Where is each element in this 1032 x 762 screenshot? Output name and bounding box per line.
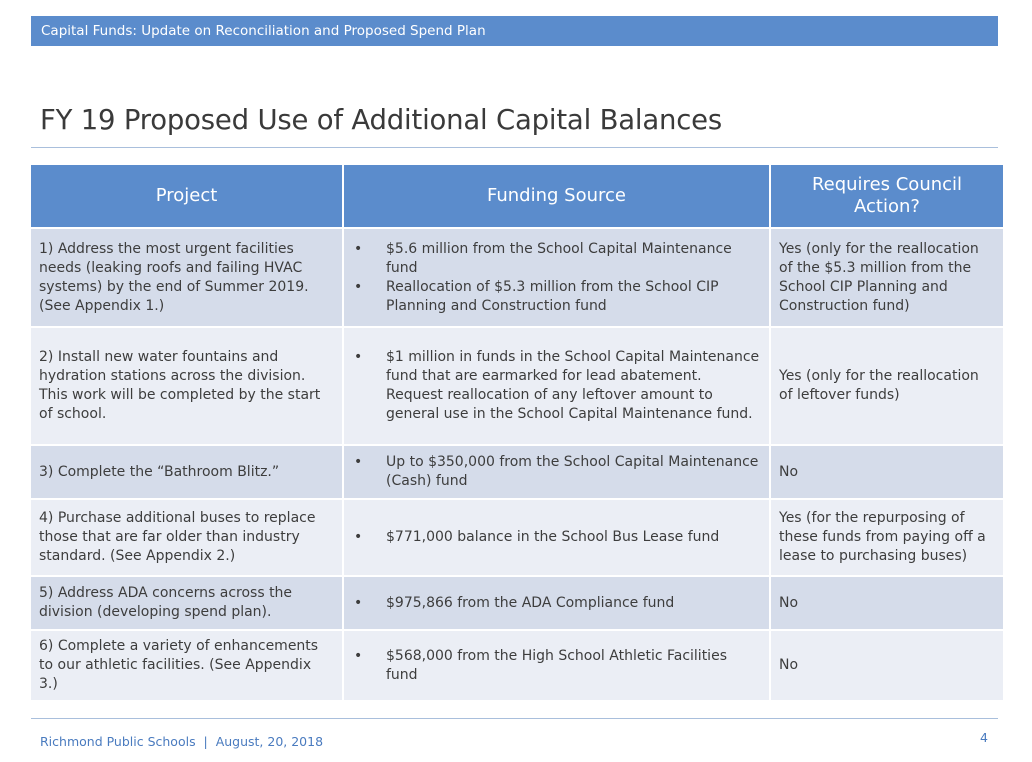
table-row — [31, 577, 1003, 629]
column-header-funding-source: Funding Source — [344, 165, 769, 227]
bullet-icon: • — [354, 647, 363, 664]
bullet-icon: • — [354, 240, 363, 257]
table-row — [31, 229, 1003, 326]
column-header-council-action: Requires Council Action? — [771, 165, 1003, 227]
title-divider — [31, 147, 998, 148]
funding-list — [352, 453, 761, 491]
funding-list — [352, 647, 761, 685]
project-cell: 1) Address the most urgent facilities needs (leaking roofs and failing HVAC systems) by the end of Summer 2019. (See Appendix 1.) — [31, 229, 342, 326]
project-cell: 6) Complete a variety of enhancements to our athletic facilities. (See Appendix 3.) — [31, 631, 342, 700]
bullet-icon: • — [354, 454, 363, 470]
funding-cell — [344, 500, 769, 575]
section-banner: Capital Funds: Update on Reconciliation and Proposed Spend Plan — [31, 16, 998, 46]
funding-item — [352, 348, 761, 424]
funding-item-text: $568,000 from the High School Athletic Facilities fund — [386, 647, 727, 683]
table-row — [31, 631, 1003, 700]
table-row — [31, 500, 1003, 575]
funding-list — [352, 348, 761, 424]
council-action-cell: Yes (only for the reallocation of the $5.3 million from the School CIP Planning and Construction fund) — [771, 229, 1003, 326]
funding-item-text: $771,000 balance in the School Bus Lease fund — [386, 529, 720, 545]
bullet-icon: • — [354, 278, 363, 295]
council-action-cell: Yes (only for the reallocation of leftover funds) — [771, 328, 1003, 444]
funding-cell — [344, 229, 769, 326]
funding-item — [352, 240, 761, 278]
funding-cell — [344, 631, 769, 700]
footer-text: Richmond Public Schools | August, 20, 2018 — [40, 734, 324, 749]
funding-list — [352, 528, 761, 547]
council-action-cell: No — [771, 446, 1003, 498]
project-cell: 3) Complete the “Bathroom Blitz.” — [31, 446, 342, 498]
project-cell: 4) Purchase additional buses to replace those that are far older than industry standard. (See Appendix 2.) — [31, 500, 342, 575]
funding-list — [352, 594, 761, 613]
funding-cell — [344, 577, 769, 629]
council-action-cell: No — [771, 577, 1003, 629]
funding-item-text: $5.6 million from the School Capital Maintenance fund — [386, 240, 732, 276]
funding-item-text: $1 million in funds in the School Capital Maintenance fund that are earmarked for lead abatement. Request reallocation of any leftover amount to general use in the School Capital Maintenance fund. — [386, 349, 760, 422]
funding-item — [352, 647, 761, 685]
funding-item — [352, 594, 761, 613]
project-cell: 5) Address ADA concerns across the division (developing spend plan). — [31, 577, 342, 629]
council-action-cell: No — [771, 631, 1003, 700]
spend-plan-table — [29, 163, 1005, 702]
bullet-icon: • — [354, 594, 363, 611]
council-action-cell: Yes (for the repurposing of these funds from paying off a lease to purchasing buses) — [771, 500, 1003, 575]
table-header-row — [31, 165, 1003, 227]
funding-list — [352, 240, 761, 316]
funding-item-text: Reallocation of $5.3 million from the School CIP Planning and Construction fund — [386, 278, 719, 314]
funding-item — [352, 453, 761, 491]
footer-divider — [31, 718, 998, 719]
bullet-icon: • — [354, 529, 363, 545]
funding-item — [352, 278, 761, 316]
funding-cell — [344, 446, 769, 498]
bullet-icon: • — [354, 349, 363, 365]
table-row — [31, 328, 1003, 444]
column-header-project: Project — [31, 165, 342, 227]
funding-cell — [344, 328, 769, 444]
funding-item-text: $975,866 from the ADA Compliance fund — [386, 594, 675, 611]
page-title: FY 19 Proposed Use of Additional Capital Balances — [40, 104, 722, 136]
project-cell: 2) Install new water fountains and hydration stations across the division. This work will be completed by the start of school. — [31, 328, 342, 444]
funding-item — [352, 528, 761, 547]
funding-item-text: Up to $350,000 from the School Capital Maintenance (Cash) fund — [386, 454, 759, 489]
table-row — [31, 446, 1003, 498]
page-number: 4 — [980, 730, 988, 745]
